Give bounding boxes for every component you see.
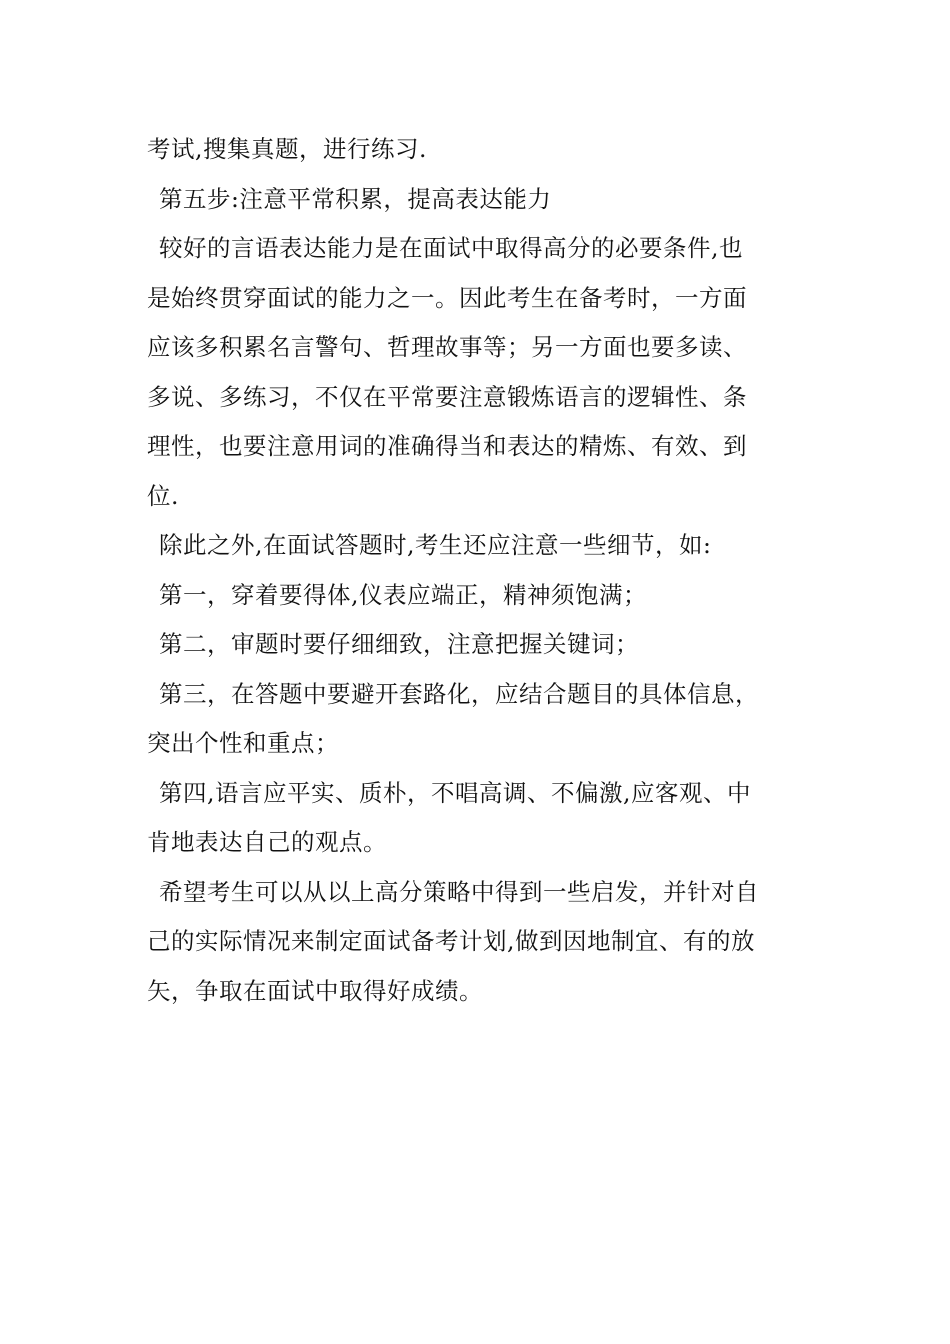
text-line: 多说、多练习，不仅在平常要注意锻炼语言的逻辑性、条 [147, 382, 747, 411]
text-line: 位. [147, 481, 179, 510]
text-line: 肯地表达自己的观点。 [147, 828, 387, 856]
document-body [147, 125, 807, 1016]
list-item: 第一，穿着要得体,仪表应端正，精神须饱满； [159, 580, 647, 609]
list-item: 第四,语言应平实、质朴，不唱高调、不偏激,应客观、中 [159, 778, 751, 807]
text-line: 突出个性和重点； [147, 729, 339, 757]
list-item: 第三，在答题中要避开套路化，应结合题目的具体信息， [159, 679, 759, 708]
text-line: 己的实际情况来制定面试备考计划,做到因地制宜、有的放 [147, 927, 755, 955]
text-line: 较好的言语表达能力是在面试中取得高分的必要条件,也 [159, 234, 743, 262]
text-line: 除此之外,在面试答题时,考生还应注意一些细节，如: [159, 531, 712, 559]
section-heading: 第五步:注意平常积累，提高表达能力 [159, 184, 552, 213]
text-line: 矢，争取在面试中取得好成绩。 [147, 976, 483, 1005]
text-line: 希望考生可以从以上高分策略中得到一些启发，并针对自 [159, 877, 759, 906]
list-item: 第二，审题时要仔细细致，注意把握关键词； [159, 630, 639, 658]
text-line: 考试,搜集真题，进行练习. [147, 135, 427, 163]
text-line: 应该多积累名言警句、哲理故事等；另一方面也要多读、 [147, 333, 747, 361]
text-line: 是始终贯穿面试的能力之一。因此考生在备考时，一方面 [147, 283, 747, 312]
text-line: 理性，也要注意用词的准确得当和表达的精炼、有效、到 [147, 432, 747, 460]
